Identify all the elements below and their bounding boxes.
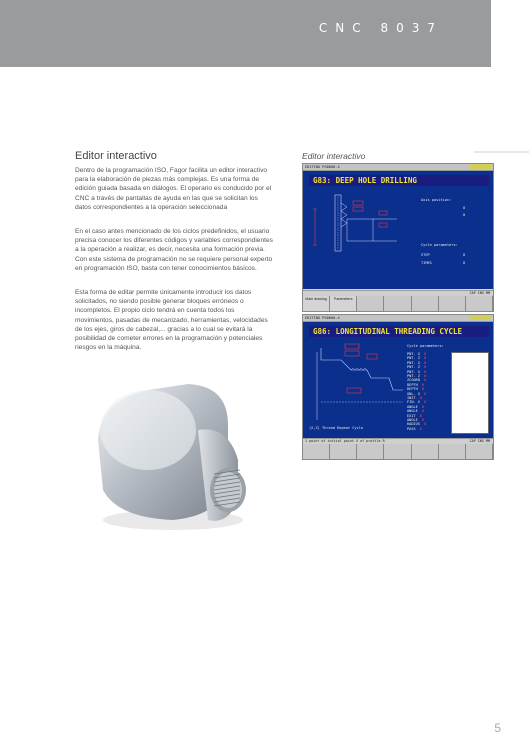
screen-main xyxy=(303,322,493,439)
screen-header-text: EDITING PG0000-4 xyxy=(305,316,340,320)
thread-field-value[interactable]: 0 xyxy=(423,378,427,383)
machined-part-image xyxy=(78,370,268,540)
softkey-6[interactable] xyxy=(439,296,466,311)
thread-field-value[interactable]: 0 xyxy=(423,374,427,378)
thread-field-label: PASS xyxy=(407,426,416,431)
axis-z-value[interactable]: 0 xyxy=(463,213,466,217)
status-right: CAP INS MM xyxy=(469,439,490,443)
thread-field-label: PNT. X xyxy=(407,369,420,374)
step-value[interactable]: 0 xyxy=(463,253,466,257)
thread-field-row xyxy=(407,392,426,396)
header-band xyxy=(0,0,491,67)
thread-field-row xyxy=(407,378,426,382)
thread-field-label: EXIT xyxy=(407,413,416,418)
page-number: 5 xyxy=(494,721,501,735)
thread-field-label: PNT. X xyxy=(407,352,420,356)
thread-field-label: INIT xyxy=(407,396,416,400)
thread-field-value[interactable]: 0 xyxy=(421,382,424,387)
cnc-screen-drilling xyxy=(302,163,494,312)
axis-x-value[interactable]: 0 xyxy=(463,206,466,210)
thread-field-row xyxy=(407,405,424,409)
thread-field-label: PNT. Z xyxy=(407,356,420,361)
thread-field-value[interactable]: 0 xyxy=(421,409,424,414)
thread-field-value[interactable]: 0 xyxy=(419,413,422,418)
status-left: 1 point of initial point X of profile R xyxy=(305,439,385,443)
softkey-3[interactable] xyxy=(357,444,384,459)
text-column xyxy=(75,150,275,367)
thread-field-value[interactable]: 0 xyxy=(419,426,422,431)
thread-field-row xyxy=(407,374,426,378)
thread-field-label: DEPTH xyxy=(407,382,418,387)
thread-field-label: SNL. X xyxy=(407,391,420,396)
softkey-4[interactable] xyxy=(384,296,411,311)
thread-field-value[interactable]: 0 xyxy=(419,396,422,400)
threading-diagram xyxy=(307,340,407,430)
screen-main xyxy=(303,171,493,289)
thread-field-label: ANGLE xyxy=(407,409,418,414)
cycle-title: G83: DEEP HOLE DRILLING xyxy=(309,175,489,186)
status-tag xyxy=(469,164,491,169)
thread-field-value[interactable]: 0 xyxy=(421,418,424,422)
cycle-title: G86: LONGITUDINAL THREADING CYCLE xyxy=(309,326,489,337)
thread-field-value[interactable]: 0 xyxy=(421,404,424,409)
softkey-6[interactable] xyxy=(439,444,466,459)
thread-field-value[interactable]: 0 xyxy=(423,356,427,361)
thread-field-value[interactable]: 0 xyxy=(423,391,427,396)
cnc-screen-threading xyxy=(302,314,494,460)
thread-field-label: ANGLE xyxy=(407,418,418,422)
thread-field-row xyxy=(407,400,426,404)
times-value[interactable]: 0 xyxy=(463,261,466,265)
screen-header xyxy=(303,315,493,322)
thread-field-label: PNT. Z xyxy=(407,365,420,370)
thread-field-row xyxy=(407,418,424,422)
thread-field-value[interactable]: 0 xyxy=(421,387,424,392)
thread-field-label: PNT. X xyxy=(407,360,420,365)
paragraph-1: Dentro de la programación ISO, Fagor facilita un editor interactivo para la elaboración de piezas más complejas. Es una forma de edición guiada basada en diálogos. El operario es conducido por el CNC a través de pantallas de ayuda en las que se solicitan los datos correspondientes a la operación seleccionada xyxy=(75,167,272,211)
times-label: TIMES xyxy=(421,261,432,265)
info-panel xyxy=(451,352,489,434)
thread-field-row xyxy=(407,414,422,418)
thread-field-row xyxy=(407,422,426,426)
figure-caption: Editor interactivo xyxy=(302,151,366,161)
section-title: Editor interactivo xyxy=(75,150,157,162)
screen-header xyxy=(303,164,493,171)
thread-field-label: FIN. X xyxy=(407,400,420,405)
paragraph-3: Esta forma de editar permite únicamente introducir los datos solicitados, no siendo posible generar bloques erróneos o incompletos. El propio ciclo tendrá en cuenta todos los movimientos, pasadas de mecanizado, herramientas, velocidades de los ejes, giros de cabezal,... gracias a lo cual se evitará la posibilidad de cometer errores en la programación y potenciales riesgos en la máquina. xyxy=(75,289,268,352)
thread-field-label: ZCOORD xyxy=(407,378,420,383)
thread-field-row xyxy=(407,383,424,387)
thread-field-row xyxy=(407,409,424,413)
status-right: CAP INS MM xyxy=(469,291,490,295)
thread-field-row xyxy=(407,396,422,400)
axis-position-label: Axis position: xyxy=(421,198,452,202)
softkey-parameters[interactable]: Parameters xyxy=(330,296,357,311)
softkey-bar xyxy=(303,444,493,459)
thread-field-value[interactable]: 0 xyxy=(423,369,427,374)
thread-field-row xyxy=(407,365,426,369)
softkey-bar xyxy=(303,296,493,311)
status-tag xyxy=(469,315,491,320)
softkey-1[interactable] xyxy=(303,444,330,459)
softkey-main-drawing[interactable]: Main drawing xyxy=(303,296,330,311)
paragraph-2: En el caso antes mencionado de los ciclos predefinidos, el usuario precisa conocer los diferentes códigos y variables correspondientes a la operación a realizar, es decir, necesita una formación previa. Con este sistema de programación no se requiere personal experto en programación ISO, basta con tener conocimientos básicos. xyxy=(75,228,273,272)
thread-field-value[interactable]: 0 xyxy=(423,422,427,427)
step-label: STEP xyxy=(421,253,430,257)
thread-field-value[interactable]: 0 xyxy=(423,360,427,365)
thread-field-value[interactable]: 0 xyxy=(423,400,427,405)
thread-field-value[interactable]: 0 xyxy=(423,352,427,356)
thread-field-row xyxy=(407,356,426,360)
cycle-params-label: Cycle parameters: xyxy=(421,243,458,247)
thread-field-label: ANGLE xyxy=(407,404,418,409)
drilling-diagram xyxy=(307,189,417,259)
softkey-2[interactable] xyxy=(330,444,357,459)
thread-field-label: RADIUS xyxy=(407,422,420,427)
softkey-5[interactable] xyxy=(412,444,439,459)
softkey-4[interactable] xyxy=(384,444,411,459)
thread-field-row xyxy=(407,427,422,431)
thread-field-row xyxy=(407,387,424,391)
softkey-3[interactable] xyxy=(357,296,384,311)
thread-field-row xyxy=(407,352,426,356)
softkey-7[interactable] xyxy=(466,444,493,459)
thread-field-label: DEPTH xyxy=(407,387,418,392)
cycle-params-label: Cycle parameters: xyxy=(407,344,444,348)
thread-field-row xyxy=(407,370,426,374)
divider-rule xyxy=(474,151,529,153)
thread-field-value[interactable]: 0 xyxy=(423,365,427,370)
header-title: CNC 8037 xyxy=(318,21,443,35)
softkey-5[interactable] xyxy=(412,296,439,311)
thread-field-label: PNT. Z xyxy=(407,374,420,378)
threaded-note: (X,Z) Thread Repeat Cycle xyxy=(309,426,364,430)
thread-field-row xyxy=(407,361,426,365)
screen-header-text: EDITING PG0000-4 xyxy=(305,165,340,169)
softkey-7[interactable] xyxy=(466,296,493,311)
